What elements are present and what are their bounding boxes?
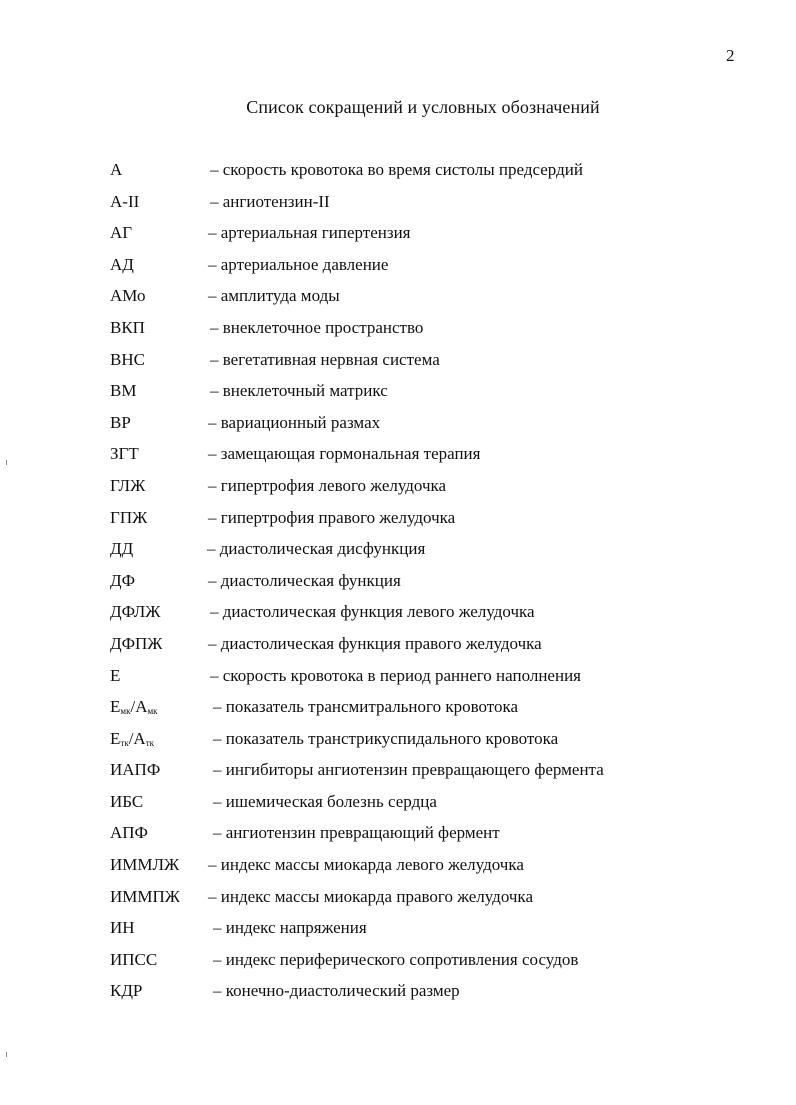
- abbreviation-row: [110, 634, 670, 666]
- abbreviation-row: [110, 950, 670, 982]
- abbreviation-definition: – ингибиторы ангиотензин превращающего фермента: [213, 760, 604, 780]
- abbreviation-term: ВР: [110, 412, 131, 432]
- abbreviation-definition: – вегетативная нервная система: [210, 349, 440, 369]
- abbreviation-term: А-II: [110, 191, 140, 211]
- abbreviation-term: ДФ: [110, 570, 136, 590]
- abbreviation-definition: – индекс массы миокарда правого желудочка: [208, 886, 533, 906]
- abbreviation-term: Е: [110, 665, 121, 685]
- term-subscript: мк: [147, 706, 158, 717]
- abbreviation-row: [110, 413, 670, 445]
- abbreviation-definition: – ангиотензин-II: [210, 191, 330, 211]
- abbreviation-row: [110, 792, 670, 824]
- abbreviation-term: АД: [110, 254, 134, 274]
- abbreviation-term: АПФ: [110, 823, 148, 843]
- abbreviation-term: ИММПЖ: [110, 886, 181, 906]
- abbreviation-definition: – ангиотензин превращающий фермент: [213, 823, 500, 843]
- scan-margin-mark: [6, 460, 7, 465]
- abbreviation-list: [110, 160, 670, 1013]
- abbreviation-term: ВНС: [110, 349, 145, 369]
- abbreviation-definition: – артериальное давление: [208, 254, 389, 274]
- abbreviation-term: А: [110, 160, 123, 179]
- abbreviation-definition: – диастолическая дисфункция: [207, 539, 426, 559]
- abbreviation-definition: – гипертрофия левого желудочка: [208, 475, 447, 495]
- abbreviation-definition: – диастолическая функция правого желудочка: [208, 633, 542, 653]
- abbreviation-definition: – внеклеточное пространство: [210, 317, 424, 337]
- abbreviation-definition: – гипертрофия правого желудочка: [208, 507, 456, 527]
- abbreviation-definition: – внеклеточный матрикс: [210, 381, 388, 401]
- abbreviation-term: АГ: [110, 223, 133, 243]
- abbreviation-term: ГПЖ: [110, 507, 148, 527]
- abbreviation-term: ВКП: [110, 317, 145, 337]
- abbreviation-row: [110, 887, 670, 919]
- page-number: 2: [726, 46, 735, 65]
- abbreviation-row: [110, 729, 670, 761]
- abbreviation-row: [110, 697, 670, 729]
- abbreviation-definition: – вариационный размах: [208, 412, 381, 432]
- abbreviation-definition: – замещающая гормональная терапия: [208, 444, 481, 464]
- abbreviation-row: [110, 255, 670, 287]
- abbreviation-definition: – диастолическая функция: [208, 570, 401, 590]
- abbreviation-definition: – артериальная гипертензия: [208, 223, 411, 243]
- abbreviation-definition: – индекс напряжения: [213, 918, 367, 938]
- abbreviation-row: [110, 318, 670, 350]
- term-subscript: мк: [120, 706, 131, 717]
- abbreviation-definition: – индекс периферического сопротивления сосудов: [213, 949, 579, 969]
- term-subscript: тк: [145, 737, 155, 748]
- term-base: Е: [110, 728, 121, 748]
- term-separator: /А: [128, 728, 146, 748]
- abbreviation-row: [110, 981, 670, 1013]
- abbreviation-term: ИАПФ: [110, 760, 161, 780]
- abbreviation-row: [110, 602, 670, 634]
- abbreviation-row: [110, 350, 670, 382]
- abbreviation-definition: – скорость кровотока во время систолы предсердий: [210, 160, 583, 179]
- abbreviation-row: [110, 286, 670, 318]
- abbreviation-definition: – ишемическая болезнь сердца: [213, 791, 437, 811]
- abbreviation-row: [110, 223, 670, 255]
- abbreviation-definition: – диастолическая функция левого желудочка: [210, 602, 535, 622]
- abbreviation-term: ЗГТ: [110, 444, 139, 464]
- abbreviation-row: [110, 918, 670, 950]
- abbreviation-definition: – показатель трансмитрального кровотока: [213, 697, 519, 717]
- abbreviation-row: [110, 855, 670, 887]
- abbreviation-row: [110, 823, 670, 855]
- abbreviation-term: ИПСС: [110, 949, 158, 969]
- abbreviation-row: [110, 476, 670, 508]
- term-separator: /А: [130, 697, 148, 717]
- abbreviation-row: [110, 444, 670, 476]
- abbreviation-row: [110, 666, 670, 698]
- abbreviation-row: [110, 508, 670, 540]
- abbreviation-term: ИММЛЖ: [110, 855, 180, 875]
- scan-margin-mark: [6, 1052, 7, 1057]
- page-title: Список сокращений и условных обозначений: [246, 97, 600, 117]
- abbreviation-definition: – конечно-диастолический размер: [213, 981, 460, 1001]
- abbreviation-row: [110, 160, 670, 192]
- abbreviation-term: ДД: [110, 539, 134, 559]
- abbreviation-definition: – показатель транстрикуспидального кровотока: [213, 728, 559, 748]
- abbreviation-definition: – амплитуда моды: [208, 286, 340, 306]
- term-subscript: тк: [120, 737, 129, 748]
- abbreviation-term: АМо: [110, 286, 146, 306]
- abbreviation-definition: – скорость кровотока в период раннего наполнения: [210, 665, 581, 685]
- abbreviation-row: [110, 571, 670, 603]
- abbreviation-term: [110, 729, 154, 753]
- abbreviation-term: ИБС: [110, 791, 144, 811]
- abbreviation-term: ГЛЖ: [110, 475, 146, 495]
- term-base: Е: [110, 697, 121, 717]
- abbreviation-term: [110, 697, 158, 721]
- abbreviation-row: [110, 760, 670, 792]
- abbreviation-term: КДР: [110, 981, 143, 1001]
- abbreviation-row: [110, 192, 670, 224]
- abbreviation-row: [110, 539, 670, 571]
- abbreviation-term: ДФЛЖ: [110, 602, 161, 622]
- abbreviation-term: ВМ: [110, 381, 137, 401]
- abbreviation-definition: – индекс массы миокарда левого желудочка: [208, 855, 524, 875]
- abbreviation-term: ДФПЖ: [110, 633, 163, 653]
- abbreviation-term: ИН: [110, 918, 135, 938]
- abbreviation-row: [110, 381, 670, 413]
